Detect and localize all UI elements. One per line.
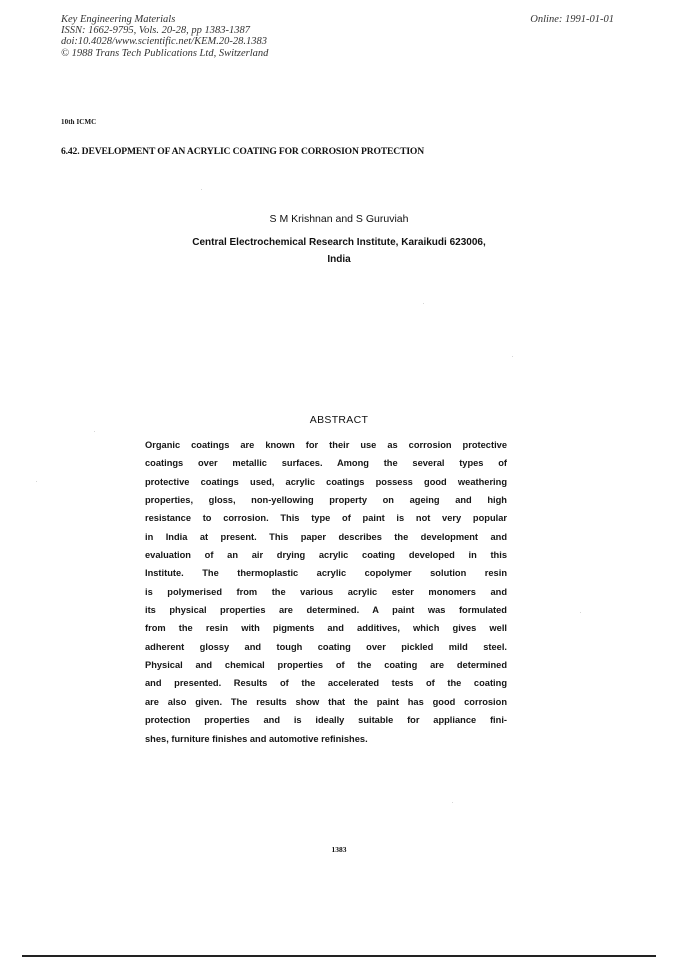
abstract-line: properties, gloss, non-yellowing property on ageing and high (145, 495, 507, 506)
page-number: 1383 (331, 845, 347, 854)
abstract-line: coatings over metallic surfaces. Among the several types of (145, 458, 507, 469)
bottom-rule (22, 955, 656, 957)
abstract-line: its physical properties are determined. A paint was formulated (145, 605, 507, 616)
affiliation-line-1: Central Electrochemical Research Institute, Karaikudi 623006, (192, 237, 486, 248)
conference-label: 10th ICMC (61, 118, 97, 126)
abstract-line: evaluation of an air drying acrylic coating developed in this (145, 550, 507, 561)
abstract-heading: ABSTRACT (309, 414, 369, 426)
abstract-line: protection properties and is ideally suitable for appliance fini- (145, 715, 507, 726)
abstract-line: protective coatings used, acrylic coatings possess good weathering (145, 476, 507, 487)
abstract-line: in India at present. This paper describes the development and (145, 531, 507, 542)
abstract-line: from the resin with pigments and additives, which gives well (145, 623, 507, 634)
abstract-line: adherent glossy and tough coating over pickled mild steel. (145, 641, 507, 652)
journal-issn: ISSN: 1662-9795, Vols. 20-28, pp 1383-1387 (61, 25, 250, 37)
journal-copyright: © 1988 Trans Tech Publications Ltd, Switzerland (61, 47, 269, 59)
abstract-line: and presented. Results of the accelerated tests of the coating (145, 678, 507, 689)
scan-speck (201, 189, 202, 190)
abstract-line: Institute. The thermoplastic acrylic copolymer solution resin (145, 568, 507, 579)
abstract-line: resistance to corrosion. This type of paint is not very popular (145, 513, 507, 524)
journal-header (61, 14, 268, 59)
abstract-line: are also given. The results show that the paint has good corrosion (145, 696, 507, 707)
abstract-line: Physical and chemical properties of the coating are determined (145, 660, 507, 671)
affiliation-line-2: India (327, 254, 351, 265)
abstract-line: is polymerised from the various acrylic ester monomers and (145, 586, 507, 597)
journal-name: Key Engineering Materials (61, 14, 176, 25)
online-date: Online: 1991-01-01 (530, 14, 614, 25)
scan-speck (94, 431, 95, 432)
abstract-line: Organic coatings are known for their use as corrosion protective (145, 440, 507, 450)
scan-speck (423, 303, 424, 304)
scan-speck (512, 356, 513, 357)
paper-title: 6.42. DEVELOPMENT OF AN ACRYLIC COATING FOR CORROSION PROTECTION (61, 146, 425, 157)
journal-doi[interactable]: doi:10.4028/www.scientific.net/KEM.20-28.1383 (61, 36, 267, 48)
authors: S M Krishnan and S Guruviah (269, 213, 409, 225)
scan-speck (36, 481, 37, 482)
abstract-line: shes, furniture finishes and automotive refinishes. (145, 733, 368, 744)
scan-speck (580, 612, 581, 613)
scan-speck (452, 802, 453, 803)
abstract-body (145, 436, 507, 748)
affiliation (0, 234, 678, 268)
